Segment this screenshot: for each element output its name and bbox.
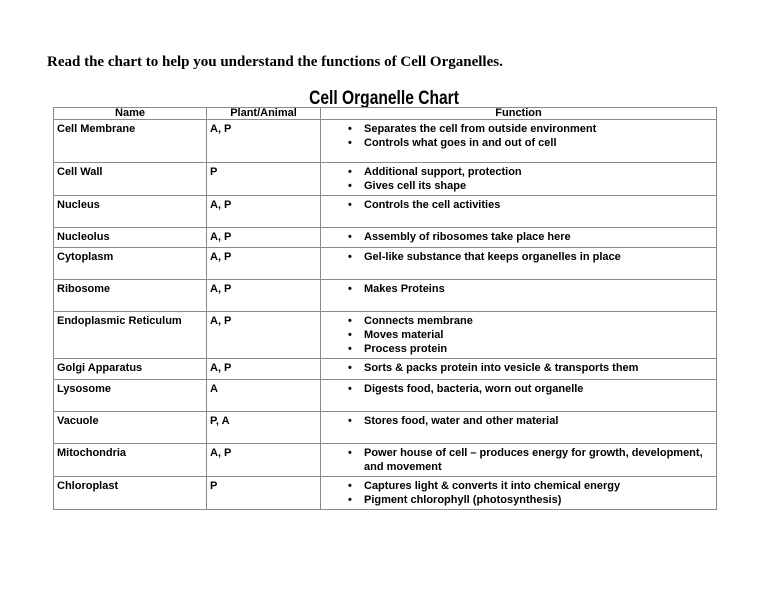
organelle-type: A — [207, 380, 321, 412]
organelle-type: A, P — [207, 280, 321, 312]
function-cell — [321, 248, 717, 280]
organelle-type: A, P — [207, 196, 321, 228]
organelle-name: Lysosome — [54, 380, 207, 412]
organelle-type: A, P — [207, 359, 321, 380]
function-cell — [321, 196, 717, 228]
table-row — [54, 280, 717, 312]
function-item: • Controls what goes in and out of cell — [348, 136, 713, 150]
function-item: • Separates the cell from outside environment — [348, 122, 713, 136]
organelle-name: Nucleolus — [54, 228, 207, 248]
table-row — [54, 196, 717, 228]
header-plant-animal: Plant/Animal — [207, 108, 321, 120]
function-item: • Stores food, water and other material — [348, 414, 713, 428]
organelle-name: Mitochondria — [54, 444, 207, 477]
organelle-name: Cell Membrane — [54, 120, 207, 163]
chart-title: Cell Organelle Chart — [309, 88, 459, 109]
function-item: • Additional support, protection — [348, 165, 713, 179]
organelle-name: Golgi Apparatus — [54, 359, 207, 380]
function-cell — [321, 280, 717, 312]
organelle-name: Cell Wall — [54, 163, 207, 196]
organelle-type: A, P — [207, 444, 321, 477]
table-row — [54, 477, 717, 510]
function-cell — [321, 477, 717, 510]
table-row — [54, 444, 717, 477]
function-item: • Gives cell its shape — [348, 179, 713, 193]
function-item: • Moves material — [348, 328, 713, 342]
header-row — [54, 108, 717, 120]
function-cell — [321, 412, 717, 444]
function-item: • Process protein — [348, 342, 713, 356]
function-cell — [321, 380, 717, 412]
organelle-name: Cytoplasm — [54, 248, 207, 280]
header-function: Function — [321, 108, 717, 120]
organelle-type: A, P — [207, 248, 321, 280]
function-cell — [321, 120, 717, 163]
function-item: • Sorts & packs protein into vesicle & transports them — [348, 361, 713, 375]
organelle-table — [53, 107, 717, 510]
organelle-type: P, A — [207, 412, 321, 444]
function-item: • Connects membrane — [348, 314, 713, 328]
organelle-name: Ribosome — [54, 280, 207, 312]
intro-text: Read the chart to help you understand the functions of Cell Organelles. — [47, 54, 503, 70]
table-row — [54, 163, 717, 196]
organelle-type: P — [207, 163, 321, 196]
organelle-type: A, P — [207, 312, 321, 359]
function-cell — [321, 163, 717, 196]
function-item: • Captures light & converts it into chemical energy — [348, 479, 713, 493]
table-row — [54, 359, 717, 380]
function-cell — [321, 444, 717, 477]
organelle-type: P — [207, 477, 321, 510]
organelle-type: A, P — [207, 120, 321, 163]
organelle-name: Chloroplast — [54, 477, 207, 510]
organelle-name: Nucleus — [54, 196, 207, 228]
table-row — [54, 312, 717, 359]
function-item: • Pigment chlorophyll (photosynthesis) — [348, 493, 713, 507]
function-cell — [321, 359, 717, 380]
table-row — [54, 248, 717, 280]
function-item: • Assembly of ribosomes take place here — [348, 230, 713, 244]
header-name: Name — [54, 108, 207, 120]
organelle-name: Vacuole — [54, 412, 207, 444]
table-row — [54, 380, 717, 412]
organelle-name: Endoplasmic Reticulum — [54, 312, 207, 359]
table-row — [54, 120, 717, 163]
function-item: • Controls the cell activities — [348, 198, 713, 212]
table-row — [54, 412, 717, 444]
function-cell — [321, 312, 717, 359]
table-row — [54, 228, 717, 248]
function-item: • Gel-like substance that keeps organelles in place — [348, 250, 713, 264]
function-item: • Makes Proteins — [348, 282, 713, 296]
function-item: • Digests food, bacteria, worn out organelle — [348, 382, 713, 396]
function-cell — [321, 228, 717, 248]
function-item: • Power house of cell – produces energy for growth, development, and movement — [348, 446, 713, 474]
organelle-type: A, P — [207, 228, 321, 248]
